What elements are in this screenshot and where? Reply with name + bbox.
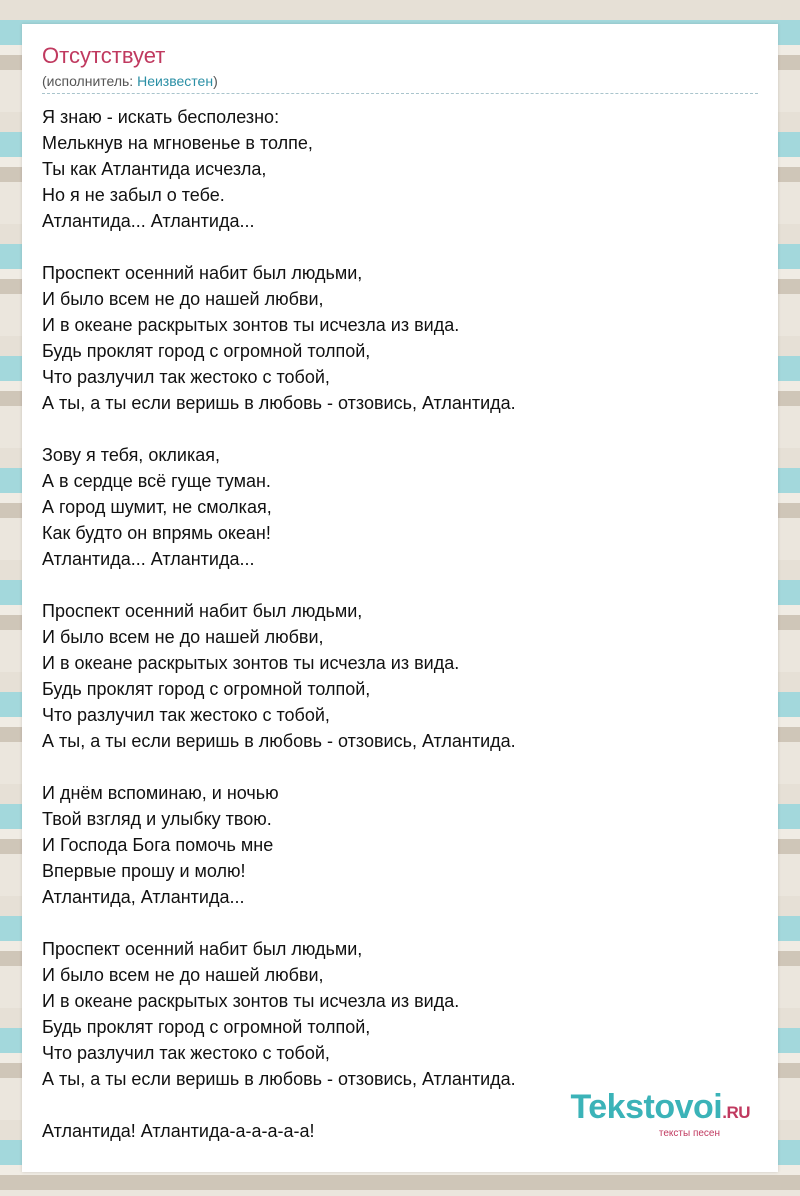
artist-line bbox=[42, 72, 218, 90]
lyric-line: Но я не забыл о тебе. bbox=[42, 185, 225, 205]
lyric-line: Атлантида, Атлантида... bbox=[42, 887, 245, 907]
lyric-line: А ты, а ты если веришь в любовь - отзовись, Атлантида. bbox=[42, 731, 516, 751]
lyric-line: Будь проклят город с огромной толпой, bbox=[42, 341, 371, 361]
stanza-gap bbox=[42, 234, 516, 260]
lyric-line: Впервые прошу и молю! bbox=[42, 861, 246, 881]
site-logo[interactable] bbox=[571, 1090, 750, 1140]
artist-prefix: (исполнитель: bbox=[42, 73, 138, 89]
lyric-line: А город шумит, не смолкая, bbox=[42, 497, 272, 517]
stanza-gap bbox=[42, 754, 516, 780]
lyric-line: Ты как Атлантида исчезла, bbox=[42, 159, 267, 179]
lyric-line: И в океане раскрытых зонтов ты исчезла из вида. bbox=[42, 991, 460, 1011]
lyric-line: Что разлучил так жестоко с тобой, bbox=[42, 367, 330, 387]
lyric-line: И было всем не до нашей любви, bbox=[42, 965, 324, 985]
lyric-line: И было всем не до нашей любви, bbox=[42, 289, 324, 309]
lyric-line: Что разлучил так жестоко с тобой, bbox=[42, 705, 330, 725]
lyric-line: Атлантида... Атлантида... bbox=[42, 549, 255, 569]
lyric-line: Я знаю - искать бесполезно: bbox=[42, 107, 280, 127]
lyric-line: Мелькнув на мгновенье в толпе, bbox=[42, 133, 313, 153]
stanza-gap bbox=[42, 1092, 516, 1118]
lyrics-card bbox=[22, 24, 778, 1172]
logo-tagline: тексты песен bbox=[658, 1128, 720, 1139]
lyric-line: Твой взгляд и улыбку твою. bbox=[42, 809, 272, 829]
lyric-line: Зову я тебя, окликая, bbox=[42, 445, 220, 465]
lyric-line: И было всем не до нашей любви, bbox=[42, 627, 324, 647]
lyric-line: Как будто он впрямь океан! bbox=[42, 523, 271, 543]
header-divider bbox=[42, 93, 758, 94]
lyric-line: И в океане раскрытых зонтов ты исчезла из вида. bbox=[42, 653, 460, 673]
lyric-line: Будь проклят город с огромной толпой, bbox=[42, 1017, 371, 1037]
lyric-line: Атлантида! Атлантида-а-а-а-а-а! bbox=[42, 1121, 315, 1141]
lyric-line: Атлантида... Атлантида... bbox=[42, 211, 255, 231]
stanza-gap bbox=[42, 416, 516, 442]
stanza-gap bbox=[42, 572, 516, 598]
lyric-line: Будь проклят город с огромной толпой, bbox=[42, 679, 371, 699]
song-title: Отсутствует bbox=[42, 43, 166, 68]
logo-name: Tekstovoi bbox=[570, 1088, 723, 1126]
lyric-line: Что разлучил так жестоко с тобой, bbox=[42, 1043, 330, 1063]
lyric-line: И в океане раскрытых зонтов ты исчезла из вида. bbox=[42, 315, 460, 335]
lyric-line: Проспект осенний набит был людьми, bbox=[42, 263, 363, 283]
artist-suffix: ) bbox=[213, 73, 218, 89]
lyric-line: И Господа Бога помочь мне bbox=[42, 835, 274, 855]
stanza-gap bbox=[42, 910, 516, 936]
lyric-line: И днём вспоминаю, и ночью bbox=[42, 783, 279, 803]
artist-link[interactable]: Неизвестен bbox=[137, 73, 214, 89]
lyric-line: Проспект осенний набит был людьми, bbox=[42, 601, 363, 621]
lyrics-text bbox=[42, 104, 516, 1144]
lyric-line: А ты, а ты если веришь в любовь - отзовись, Атлантида. bbox=[42, 393, 516, 413]
logo-tld: .RU bbox=[722, 1103, 750, 1122]
lyric-line: Проспект осенний набит был людьми, bbox=[42, 939, 363, 959]
lyric-line: А ты, а ты если веришь в любовь - отзовись, Атлантида. bbox=[42, 1069, 516, 1089]
lyric-line: А в сердце всё гуще туман. bbox=[42, 471, 271, 491]
